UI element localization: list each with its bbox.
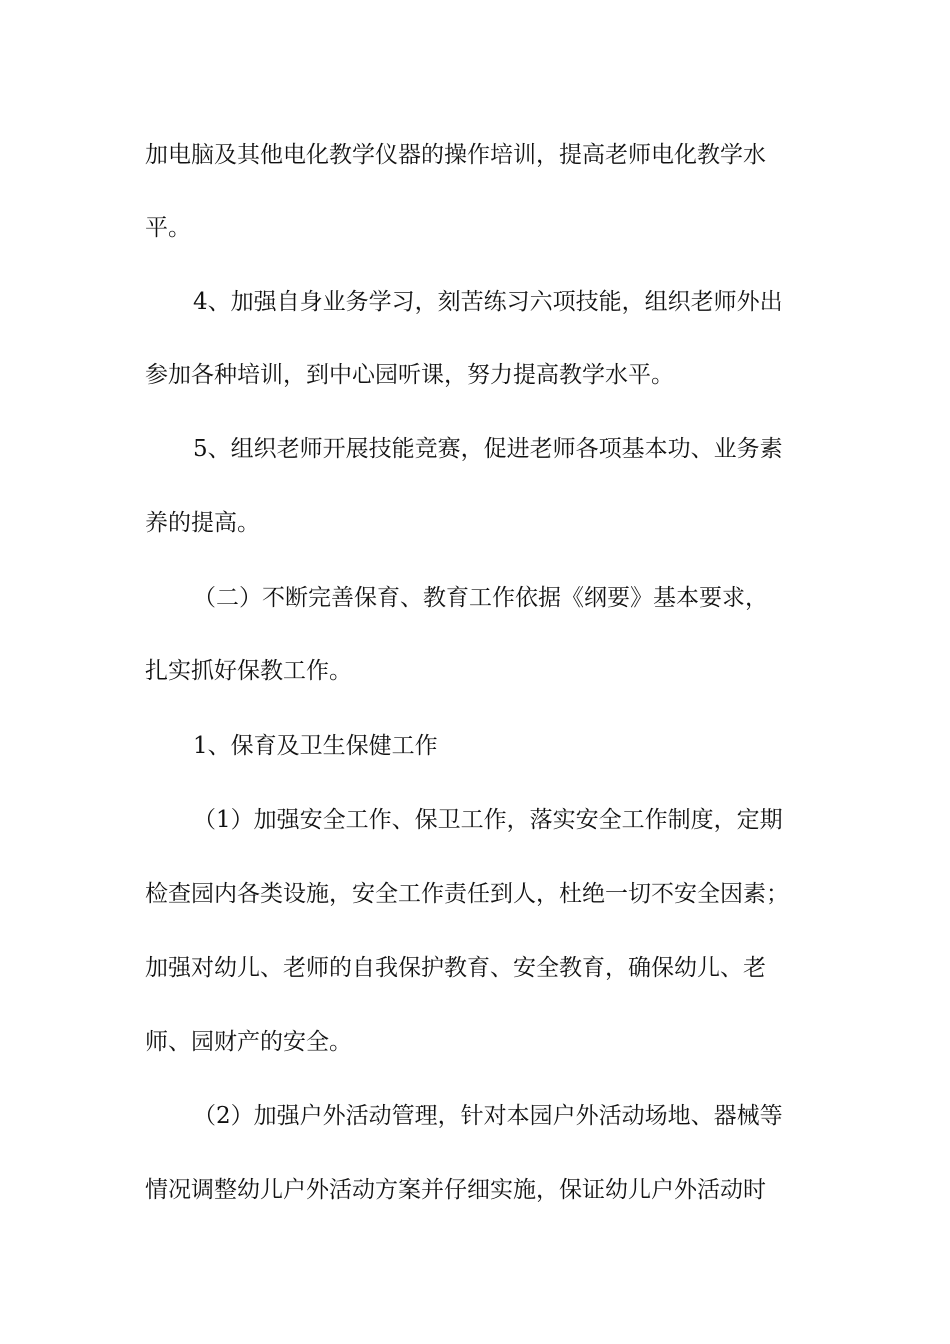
paragraph-line: 参加各种培训，到中心园听课，努力提高教学水平。 bbox=[145, 362, 674, 388]
paragraph-line: （二）不断完善保育、教育工作依据《纲要》基本要求， bbox=[193, 585, 768, 611]
paragraph-line: 情况调整幼儿户外活动方案并仔细实施，保证幼儿户外活动时 bbox=[145, 1177, 766, 1203]
paragraph-line: 平。 bbox=[145, 215, 191, 241]
paragraph-line: 5、组织老师开展技能竞赛，促进老师各项基本功、业务素 bbox=[193, 436, 783, 462]
paragraph-line: （1）加强安全工作、保卫工作，落实安全工作制度，定期 bbox=[193, 807, 783, 833]
section-heading: 1、保育及卫生保健工作 bbox=[193, 733, 438, 759]
paragraph-line: 师、园财产的安全。 bbox=[145, 1029, 352, 1055]
paragraph-line: 4、加强自身业务学习，刻苦练习六项技能，组织老师外出 bbox=[193, 289, 783, 315]
paragraph-line: 检查园内各类设施，安全工作责任到人，杜绝一切不安全因素； bbox=[145, 881, 789, 907]
paragraph-line: （2）加强户外活动管理，针对本园户外活动场地、器械等 bbox=[193, 1103, 783, 1129]
paragraph-line: 加电脑及其他电化教学仪器的操作培训，提高老师电化教学水 bbox=[145, 142, 766, 168]
paragraph-line: 扎实抓好保教工作。 bbox=[145, 658, 352, 684]
paragraph-line: 加强对幼儿、老师的自我保护教育、安全教育，确保幼儿、老 bbox=[145, 955, 766, 981]
paragraph-line: 养的提高。 bbox=[145, 510, 260, 536]
